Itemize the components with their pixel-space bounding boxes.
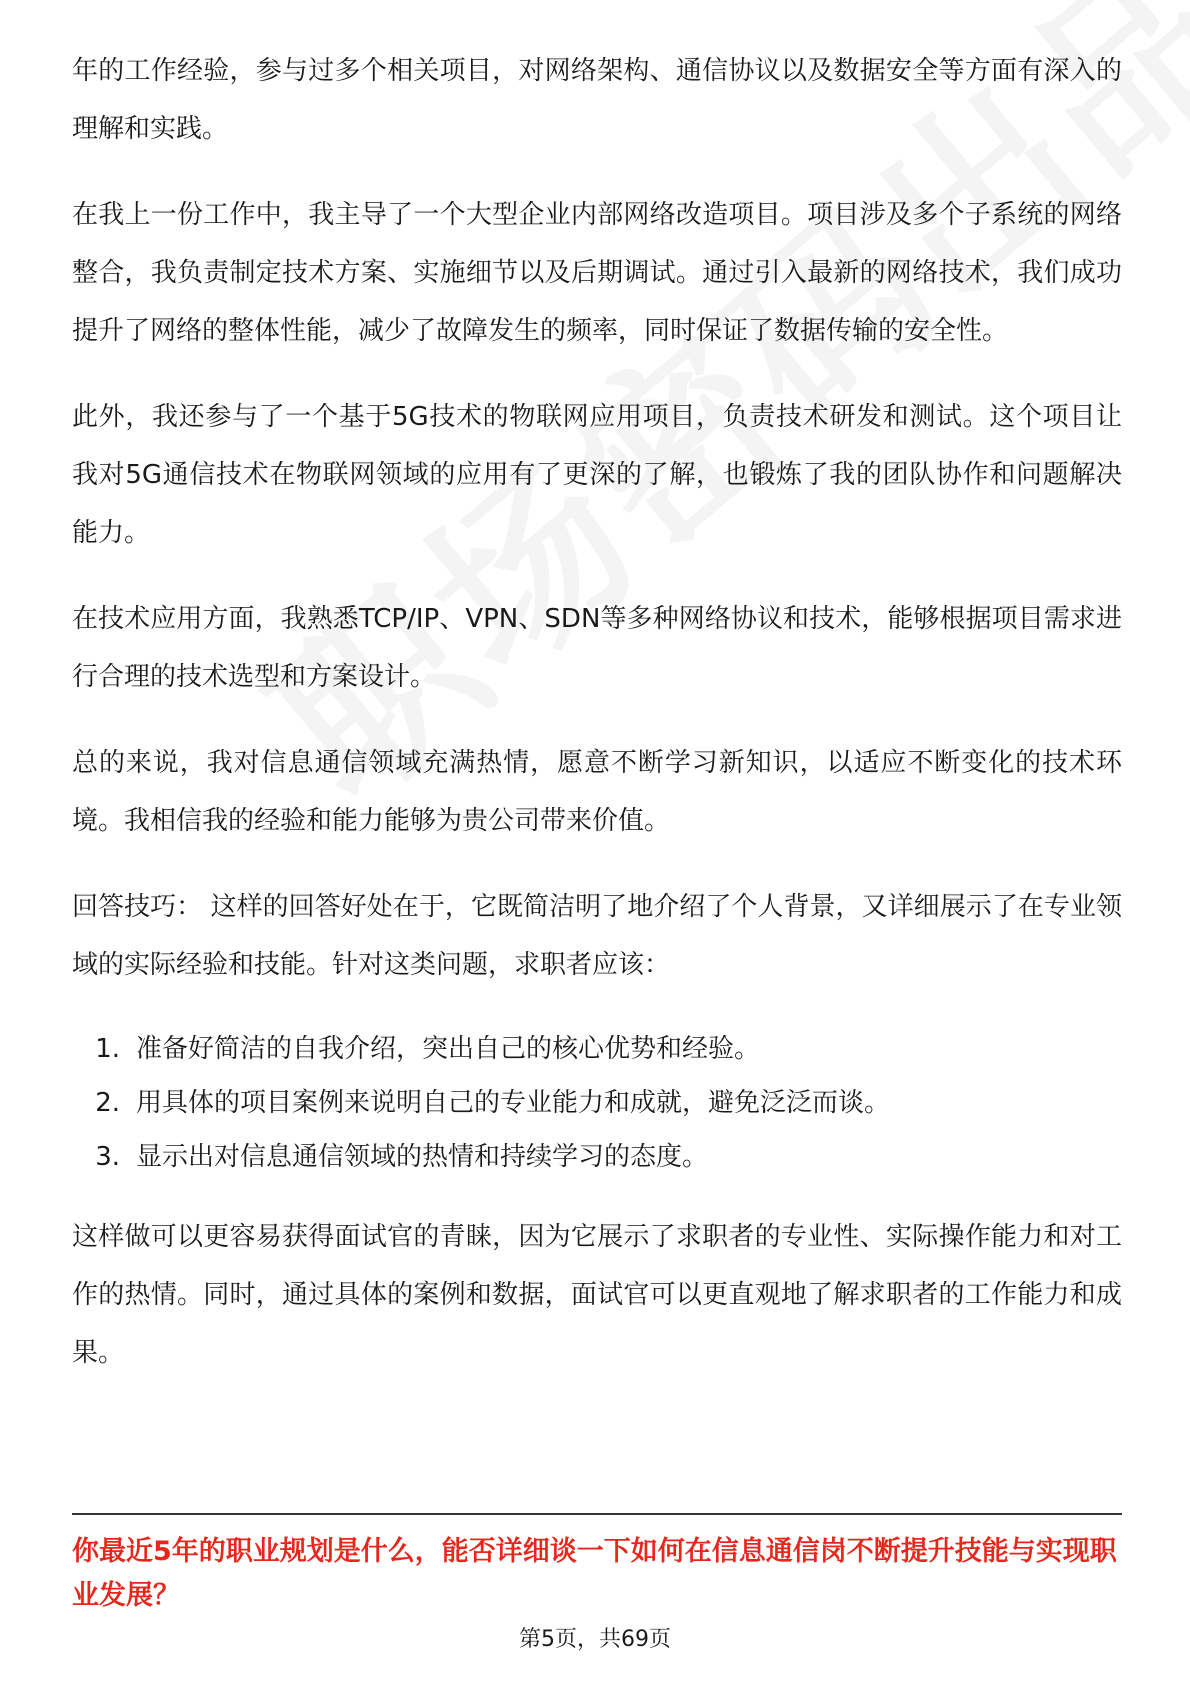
list-item-number: 2. [95,1088,120,1118]
paragraph-tech-application: 在技术应用方面，我熟悉TCP/IP、VPN、SDN等多种网络协议和技术，能够根据项目需求进行合理的技术选型和方案设计。 [72,604,1122,692]
list-item-number: 3. [95,1142,120,1172]
list-item-number: 1. [95,1034,120,1064]
paragraph-summary: 总的来说，我对信息通信领域充满热情，愿意不断学习新知识，以适应不断变化的技术环境。我相信我的经验和能力能够为贵公司带来价值。 [72,748,1122,836]
list-item [72,1076,1122,1130]
paragraph-closing: 这样做可以更容易获得面试官的青睐，因为它展示了求职者的专业性、实际操作能力和对工作的热情。同时，通过具体的案例和数据，面试官可以更直观地了解求职者的工作能力和成果。 [72,1222,1122,1368]
paragraph-previous-job: 在我上一份工作中，我主导了一个大型企业内部网络改造项目。项目涉及多个子系统的网络整合，我负责制定技术方案、实施细节以及后期调试。通过引入最新的网络技术，我们成功提升了网络的整体性能，减少了故障发生的频率，同时保证了数据传输的安全性。 [72,200,1122,346]
list-item-text: 用具体的项目案例来说明自己的专业能力和成就，避免泛泛而谈。 [136,1088,891,1118]
paragraph-5g-project: 此外，我还参与了一个基于5G技术的物联网应用项目，负责技术研发和测试。这个项目让我对5G通信技术在物联网领域的应用有了更深的了解，也锻炼了我的团队协作和问题解决能力。 [72,402,1122,548]
paragraph-answer-tips: 回答技巧： 这样的回答好处在于，它既简洁明了地介绍了个人背景，又详细展示了在专业领域的实际经验和技能。针对这类问题，求职者应该： [72,892,1122,980]
list-item [72,1130,1122,1184]
paragraph-experience-continued: 年的工作经验，参与过多个相关项目，对网络架构、通信协议以及数据安全等方面有深入的理解和实践。 [72,56,1122,144]
next-question-heading: 你最近5年的职业规划是什么，能否详细谈一下如何在信息通信岗不断提升技能与实现职业发展？ [72,1536,1117,1611]
tips-list [72,1022,1122,1184]
list-item-text: 准备好简洁的自我介绍，突出自己的核心优势和经验。 [136,1034,761,1064]
content-body [72,42,1122,1410]
list-item [72,1022,1122,1076]
list-item-text: 显示出对信息通信领域的热情和持续学习的态度。 [136,1142,709,1172]
section-divider [72,1513,1122,1515]
page-footer: 第5页，共69页 [519,1627,671,1652]
